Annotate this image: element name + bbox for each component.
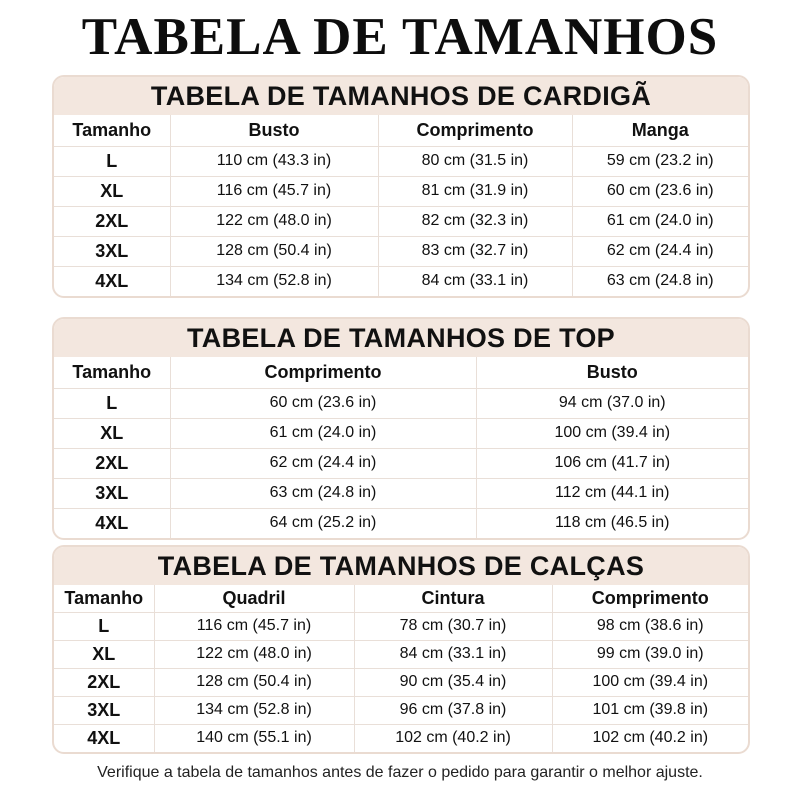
size-cell: 4XL (54, 508, 170, 538)
table-row (54, 696, 748, 724)
table-row (54, 388, 748, 418)
column-header: Quadril (154, 585, 354, 612)
size-cell: L (54, 388, 170, 418)
measurement-cell: 99 cm (39.0 in) (552, 640, 748, 668)
measurement-cell: 63 cm (24.8 in) (572, 266, 748, 296)
column-header: Cintura (354, 585, 552, 612)
size-cell: L (54, 146, 170, 176)
column-header: Comprimento (170, 357, 476, 388)
measurement-cell: 64 cm (25.2 in) (170, 508, 476, 538)
size-cell: 2XL (54, 206, 170, 236)
table-header-row (54, 357, 748, 388)
measurement-cell: 62 cm (24.4 in) (572, 236, 748, 266)
table-row (54, 668, 748, 696)
measurement-cell: 100 cm (39.4 in) (552, 668, 748, 696)
table-row (54, 206, 748, 236)
measurement-cell: 80 cm (31.5 in) (378, 146, 572, 176)
table-header-row (54, 585, 748, 612)
table-row (54, 724, 748, 752)
measurement-cell: 102 cm (40.2 in) (552, 724, 748, 752)
measurement-cell: 118 cm (46.5 in) (476, 508, 748, 538)
measurement-cell: 84 cm (33.1 in) (378, 266, 572, 296)
measurement-cell: 61 cm (24.0 in) (572, 206, 748, 236)
table-row (54, 146, 748, 176)
table-row (54, 236, 748, 266)
column-header: Tamanho (54, 585, 154, 612)
measurement-cell: 106 cm (41.7 in) (476, 448, 748, 478)
table-row (54, 640, 748, 668)
measurement-cell: 60 cm (23.6 in) (572, 176, 748, 206)
measurement-cell: 134 cm (52.8 in) (170, 266, 378, 296)
column-header: Busto (170, 115, 378, 146)
footnote: Verifique a tabela de tamanhos antes de fazer o pedido para garantir o melhor ajuste. (97, 764, 703, 781)
size-cell: XL (54, 176, 170, 206)
measurement-cell: 128 cm (50.4 in) (154, 668, 354, 696)
cardigan-size-table (54, 115, 748, 296)
column-header: Manga (572, 115, 748, 146)
column-header: Tamanho (54, 357, 170, 388)
measurement-cell: 122 cm (48.0 in) (154, 640, 354, 668)
measurement-cell: 82 cm (32.3 in) (378, 206, 572, 236)
measurement-cell: 60 cm (23.6 in) (170, 388, 476, 418)
table-header-row (54, 115, 748, 146)
measurement-cell: 112 cm (44.1 in) (476, 478, 748, 508)
table-row (54, 176, 748, 206)
measurement-cell: 101 cm (39.8 in) (552, 696, 748, 724)
size-cell: 2XL (54, 668, 154, 696)
size-cell: XL (54, 418, 170, 448)
measurement-cell: 134 cm (52.8 in) (154, 696, 354, 724)
measurement-cell: 116 cm (45.7 in) (170, 176, 378, 206)
measurement-cell: 110 cm (43.3 in) (170, 146, 378, 176)
measurement-cell: 96 cm (37.8 in) (354, 696, 552, 724)
cardigan-size-table-panel (52, 75, 750, 298)
measurement-cell: 84 cm (33.1 in) (354, 640, 552, 668)
measurement-cell: 61 cm (24.0 in) (170, 418, 476, 448)
column-header: Tamanho (54, 115, 170, 146)
column-header: Comprimento (552, 585, 748, 612)
top-size-table-panel (52, 317, 750, 540)
cardigan-table-title: TABELA DE TAMANHOS DE CARDIGÃ (54, 77, 748, 115)
page-title: TABELA DE TAMANHOS (81, 8, 719, 66)
table-row (54, 418, 748, 448)
size-cell: 3XL (54, 236, 170, 266)
table-row (54, 448, 748, 478)
pants-size-table (54, 585, 748, 752)
column-header: Busto (476, 357, 748, 388)
top-table-title: TABELA DE TAMANHOS DE TOP (54, 319, 748, 357)
measurement-cell: 83 cm (32.7 in) (378, 236, 572, 266)
measurement-cell: 62 cm (24.4 in) (170, 448, 476, 478)
table-row (54, 508, 748, 538)
measurement-cell: 122 cm (48.0 in) (170, 206, 378, 236)
table-row (54, 612, 748, 640)
size-cell: XL (54, 640, 154, 668)
measurement-cell: 100 cm (39.4 in) (476, 418, 748, 448)
measurement-cell: 78 cm (30.7 in) (354, 612, 552, 640)
measurement-cell: 128 cm (50.4 in) (170, 236, 378, 266)
size-cell: 4XL (54, 724, 154, 752)
size-cell: 4XL (54, 266, 170, 296)
measurement-cell: 98 cm (38.6 in) (552, 612, 748, 640)
measurement-cell: 140 cm (55.1 in) (154, 724, 354, 752)
measurement-cell: 116 cm (45.7 in) (154, 612, 354, 640)
measurement-cell: 102 cm (40.2 in) (354, 724, 552, 752)
measurement-cell: 90 cm (35.4 in) (354, 668, 552, 696)
table-row (54, 266, 748, 296)
size-cell: 3XL (54, 696, 154, 724)
size-cell: 3XL (54, 478, 170, 508)
measurement-cell: 94 cm (37.0 in) (476, 388, 748, 418)
top-size-table (54, 357, 748, 538)
table-row (54, 478, 748, 508)
size-cell: 2XL (54, 448, 170, 478)
measurement-cell: 81 cm (31.9 in) (378, 176, 572, 206)
size-cell: L (54, 612, 154, 640)
column-header: Comprimento (378, 115, 572, 146)
pants-table-title: TABELA DE TAMANHOS DE CALÇAS (54, 547, 748, 585)
pants-size-table-panel (52, 545, 750, 754)
measurement-cell: 63 cm (24.8 in) (170, 478, 476, 508)
measurement-cell: 59 cm (23.2 in) (572, 146, 748, 176)
